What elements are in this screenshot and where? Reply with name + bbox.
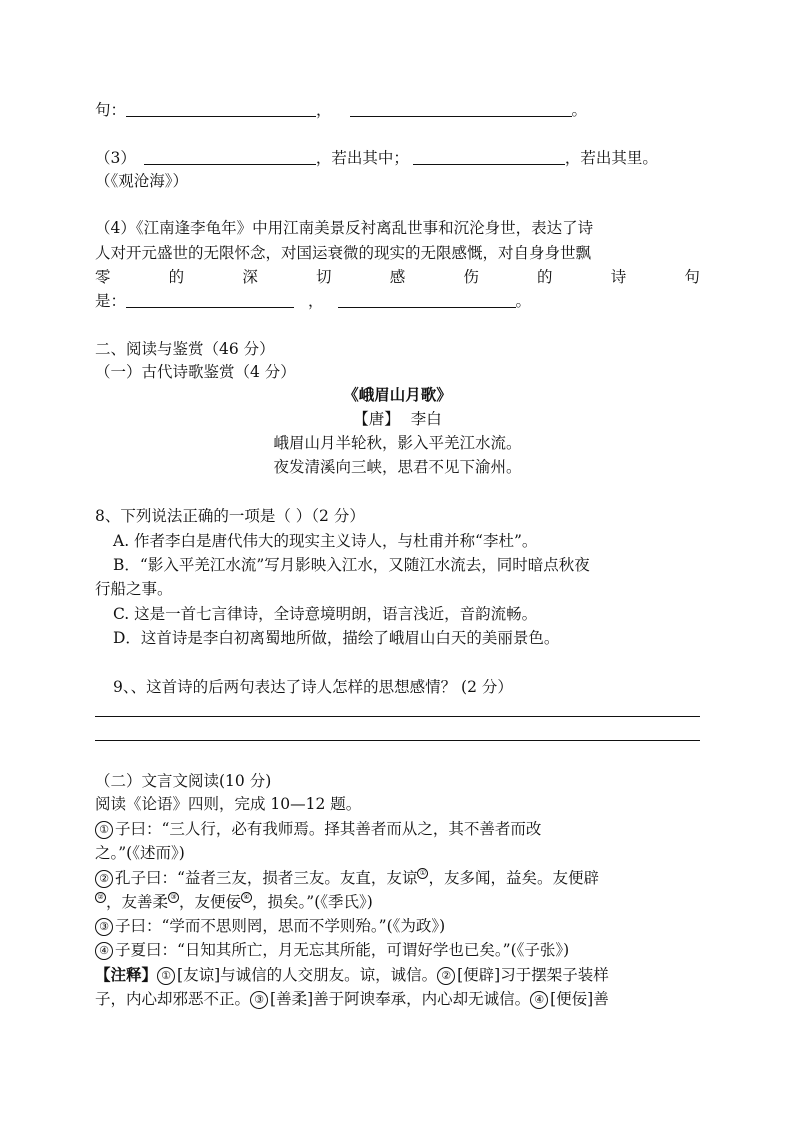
answer-blank[interactable] (338, 291, 516, 308)
answer-line[interactable] (95, 740, 700, 741)
footnote-ref[interactable]: ③ (168, 892, 179, 903)
poem-author-line (95, 408, 700, 430)
poem-author: 李白 (410, 410, 442, 428)
q7-part3-source: （《观沧海》） (95, 172, 189, 190)
q7-part3: （3） ，若出其中； ，若出其里。 (95, 149, 658, 167)
q8-stem: 8、下列说法正确的一项是（ ）（2 分） (95, 507, 365, 525)
q7-line-a: 句： ， 。 (95, 101, 588, 119)
analects-item-1: ① 子曰：“三人行，必有我师焉。择其善者而从之，其不善者而改 (95, 818, 700, 840)
footnote-ref[interactable]: ① (417, 868, 428, 879)
q8-option-b: B．“影入平羌江水流”写月影映入江水，又随江水流去，同时暗点秋夜 (113, 556, 590, 574)
notes-line-2: 子，内心却邪恶不正。 ③ [善柔]善于阿谀奉承，内心却无诚信。 ④ [便佞]善 (95, 990, 609, 1008)
poem-line: 夜发清溪向三峡，思君不见下渝州。 (273, 458, 522, 476)
item-marker: ④ (95, 942, 113, 960)
q7-part4-line1: （4）《江南逢李龟年》中用江南美景反衬离乱世事和沉沦身世，表达了诗 (95, 219, 594, 237)
q7-part4-line3: 零 的 深 切 感 伤 的 诗 句 (95, 268, 700, 286)
answer-blank[interactable] (126, 291, 294, 308)
answer-blank[interactable] (413, 148, 565, 165)
subsection-heading: （二）文言文阅读(10 分) (95, 772, 272, 790)
item-marker: ③ (95, 918, 113, 936)
answer-blank[interactable] (144, 148, 316, 165)
section-heading: 二、阅读与鉴赏（46 分） (95, 340, 275, 358)
q8-option-b-cont: 行船之事。 (95, 580, 173, 598)
analects-item-4: ④ 子夏曰：“日知其所亡，月无忘其所能，可谓好学也已矣。”(《子张》) (95, 939, 700, 961)
subsection-heading: （一）古代诗歌鉴赏（4 分） (95, 363, 296, 381)
note-marker: ④ (530, 991, 548, 1009)
q8-option-a: A. 作者李白是唐代伟大的现实主义诗人，与杜甫并称“李杜”。 (113, 532, 538, 550)
note-marker: ① (157, 967, 175, 985)
instruction-text: 阅读《论语》四则，完成 10—12 题。 (95, 795, 362, 813)
analects-item-1-cont: 之。”(《述而》) (95, 844, 185, 862)
item-marker: ① (95, 821, 113, 839)
answer-blank[interactable] (126, 100, 316, 117)
analects-item-2-cont: ② ，友善柔 ③ ，友便佞 ④ ，损矣。”(《季氏》) (95, 891, 700, 913)
analects-item-3: ③ 子曰：“学而不思则罔，思而不学则殆。”(《为政》) (95, 915, 700, 937)
poem-title: 《峨眉山月歌》 (343, 385, 452, 404)
q9-stem: 9、、这首诗的后两句表达了诗人怎样的思想感情？ (2 分） (113, 678, 513, 696)
item-marker: ② (95, 870, 113, 888)
poem-line: 峨眉山月半轮秋，影入平羌江水流。 (273, 434, 522, 452)
q8-option-c: C. 这是一首七言律诗，全诗意境明朗，语言浅近，音韵流畅。 (113, 605, 538, 623)
note-marker: ② (437, 967, 455, 985)
analects-item-2: ② 孔子曰：“益者三友，损者三友。友直，友谅 ① ，友多闻，益矣。友便辟 (95, 867, 700, 889)
note-marker: ③ (250, 991, 268, 1009)
notes-line-1: 【注释】 ① [友谅]与诚信的人交朋友。谅，诚信。 ② [便辟]习于摆架子装样 (95, 965, 609, 984)
q7-part4-line2: 人对开元盛世的无限怀念，对国运衰微的现实的无限感慨，对自身身世飘 (95, 244, 592, 262)
q7-part4-line4: 是： ， 。 (95, 292, 532, 310)
footnote-ref[interactable]: ④ (241, 892, 252, 903)
answer-line[interactable] (95, 716, 700, 717)
footnote-ref[interactable]: ② (95, 892, 106, 903)
answer-blank[interactable] (350, 100, 572, 117)
q8-option-d: D．这首诗是李白初离蜀地所做，描绘了峨眉山白天的美丽景色。 (113, 629, 560, 647)
poem-dynasty: 【唐】 (353, 410, 400, 428)
